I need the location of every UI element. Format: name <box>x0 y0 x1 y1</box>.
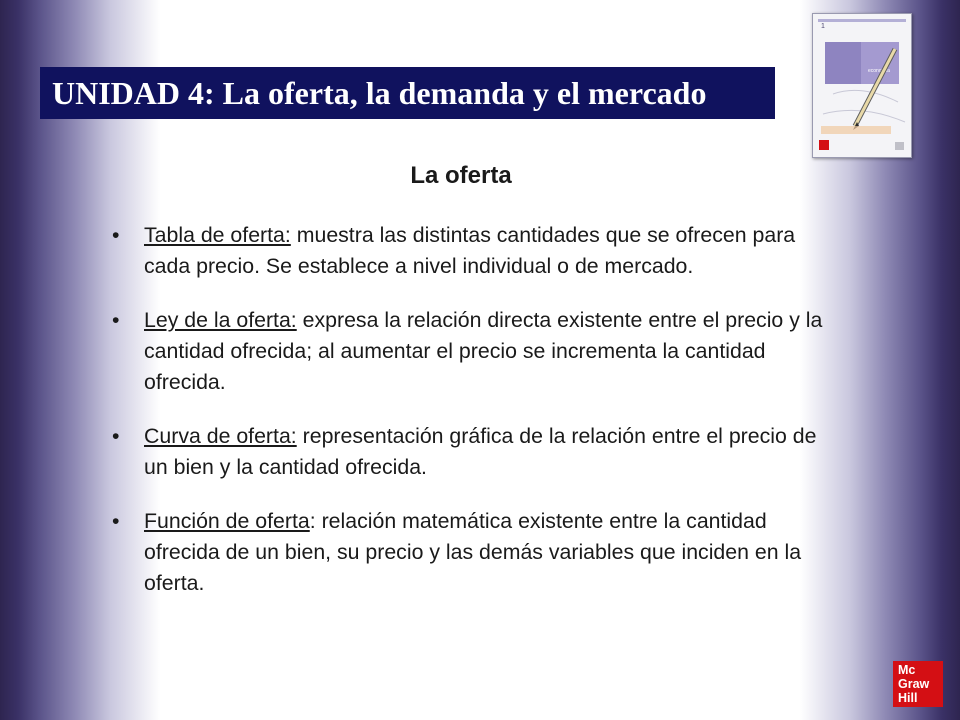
section-subtitle: La oferta <box>410 162 512 189</box>
bullet-dot: • <box>112 424 120 448</box>
bullet-text: muestra las distintas cantidades que se ofrecen para cada precio. Se establece a nivel individual o de mercado. <box>144 223 796 278</box>
slide-title: UNIDAD 4: La oferta, la demanda y el mercado <box>40 67 775 119</box>
bullet-term: Función de oferta <box>144 509 310 533</box>
list-item-funcion-de-oferta <box>112 506 842 599</box>
bullet-term: Tabla de oferta: <box>144 223 291 247</box>
bullet-list <box>112 220 842 599</box>
logo-line-2: Graw <box>898 677 930 691</box>
list-item-curva-de-oferta <box>112 421 842 483</box>
bullet-term: Ley de la oferta: <box>144 308 297 332</box>
list-item-tabla-de-oferta <box>112 220 842 282</box>
book-number: 1 <box>821 23 825 30</box>
bullet-text: representación gráfica de la relación entre el precio de un bien y la cantidad ofrecida. <box>144 424 817 479</box>
list-item-ley-de-la-oferta <box>112 305 842 398</box>
book-cover-thumbnail <box>812 13 912 158</box>
bullet-dot: • <box>112 509 120 533</box>
bullet-dot: • <box>112 223 120 247</box>
book-label: economía <box>868 68 890 74</box>
logo-line-3: Hill <box>898 691 918 705</box>
bullet-dot: • <box>112 308 120 332</box>
bullet-text: : relación matemática existente entre la cantidad ofrecida de un bien, su precio y las demás variables que inciden en la oferta. <box>144 509 802 595</box>
bullet-term: Curva de oferta: <box>144 424 297 448</box>
book-cover-art <box>813 14 911 157</box>
mcgraw-hill-logo <box>893 661 943 707</box>
bullet-text: expresa la relación directa existente entre el precio y la cantidad ofrecida; al aumentar el precio se incrementa la cantidad ofrecida. <box>144 308 823 394</box>
logo-line-1: Mc <box>898 663 916 677</box>
